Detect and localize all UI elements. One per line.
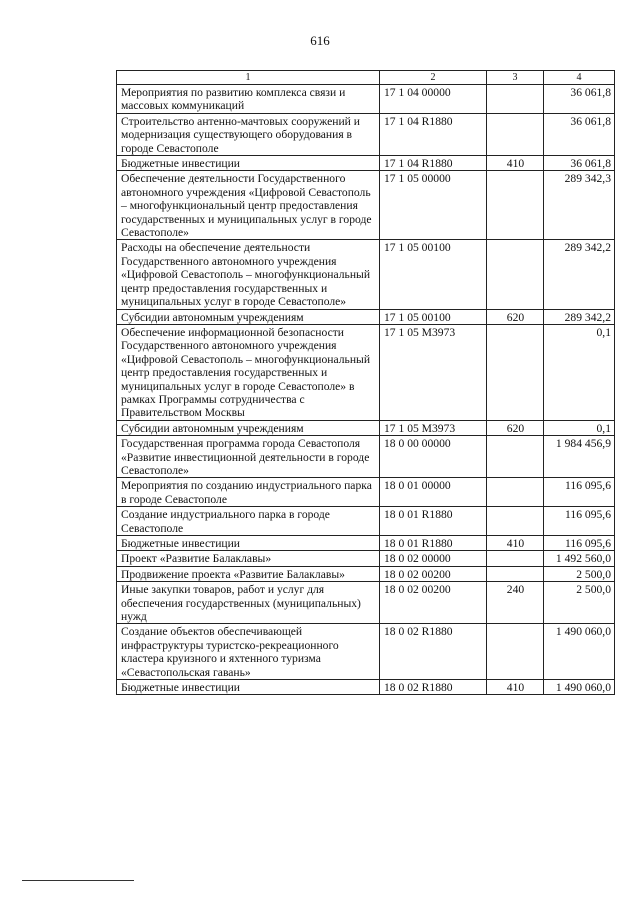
row-sum: 289 342,3 — [544, 171, 615, 240]
row-vr — [487, 171, 544, 240]
row-name: Бюджетные инвестиции — [117, 156, 380, 171]
row-sum: 0,1 — [544, 324, 615, 420]
row-code: 18 0 02 00200 — [380, 566, 487, 581]
row-vr — [487, 566, 544, 581]
row-vr — [487, 551, 544, 566]
row-code: 17 1 05 00100 — [380, 240, 487, 309]
header-col-2: 2 — [380, 71, 487, 85]
table-row — [117, 240, 615, 309]
header-col-4: 4 — [544, 71, 615, 85]
header-col-1: 1 — [117, 71, 380, 85]
row-sum: 116 095,6 — [544, 536, 615, 551]
table-header-row — [117, 71, 615, 85]
row-name: Субсидии автономным учреждениям — [117, 420, 380, 435]
row-vr — [487, 478, 544, 507]
row-code: 17 1 05 00000 — [380, 171, 487, 240]
row-vr — [487, 624, 544, 680]
row-name: Бюджетные инвестиции — [117, 680, 380, 695]
row-code: 18 0 02 R1880 — [380, 624, 487, 680]
row-vr — [487, 85, 544, 114]
row-code: 18 0 01 00000 — [380, 478, 487, 507]
row-sum: 36 061,8 — [544, 156, 615, 171]
row-vr: 410 — [487, 680, 544, 695]
page-number: 616 — [310, 33, 330, 48]
row-code: 18 0 01 R1880 — [380, 536, 487, 551]
header-col-3: 3 — [487, 71, 544, 85]
table-row — [117, 551, 615, 566]
row-code: 17 1 04 R1880 — [380, 156, 487, 171]
row-sum: 1 984 456,9 — [544, 436, 615, 478]
row-vr: 410 — [487, 536, 544, 551]
row-vr: 620 — [487, 420, 544, 435]
table-row — [117, 507, 615, 536]
row-sum: 289 342,2 — [544, 309, 615, 324]
row-name: Создание индустриального парка в городе Севастополе — [117, 507, 380, 536]
row-name: Продвижение проекта «Развитие Балаклавы» — [117, 566, 380, 581]
row-vr — [487, 113, 544, 155]
row-code: 18 0 02 00200 — [380, 582, 487, 624]
table-row — [117, 171, 615, 240]
row-sum: 2 500,0 — [544, 566, 615, 581]
table-row — [117, 624, 615, 680]
row-sum: 2 500,0 — [544, 582, 615, 624]
row-name: Бюджетные инвестиции — [117, 536, 380, 551]
table-row — [117, 309, 615, 324]
row-code: 17 1 05 00100 — [380, 309, 487, 324]
row-sum: 116 095,6 — [544, 507, 615, 536]
row-vr: 410 — [487, 156, 544, 171]
row-code: 17 1 04 00000 — [380, 85, 487, 114]
table-row — [117, 85, 615, 114]
footnote-divider — [22, 880, 134, 881]
row-code: 17 1 04 R1880 — [380, 113, 487, 155]
row-sum: 289 342,2 — [544, 240, 615, 309]
table-row — [117, 420, 615, 435]
row-sum: 1 490 060,0 — [544, 624, 615, 680]
row-vr: 240 — [487, 582, 544, 624]
row-vr — [487, 324, 544, 420]
row-sum: 1 490 060,0 — [544, 680, 615, 695]
table-row — [117, 536, 615, 551]
table-row — [117, 566, 615, 581]
row-name: Создание объектов обеспечивающей инфраструктуры туристско-рекреационного кластера круизного и яхтенного туризма «Севастопольская гавань» — [117, 624, 380, 680]
row-code: 17 1 05 M3973 — [380, 420, 487, 435]
row-code: 17 1 05 M3973 — [380, 324, 487, 420]
row-vr — [487, 240, 544, 309]
row-vr: 620 — [487, 309, 544, 324]
table-row — [117, 324, 615, 420]
row-code: 18 0 00 00000 — [380, 436, 487, 478]
row-name: Иные закупки товаров, работ и услуг для обеспечения государственных (муниципальных) нужд — [117, 582, 380, 624]
row-code: 18 0 01 R1880 — [380, 507, 487, 536]
row-name: Субсидии автономным учреждениям — [117, 309, 380, 324]
row-name: Государственная программа города Севастополя «Развитие инвестиционной деятельности в городе Севастополе» — [117, 436, 380, 478]
row-name: Мероприятия по созданию индустриального парка в городе Севастополе — [117, 478, 380, 507]
row-code: 18 0 02 R1880 — [380, 680, 487, 695]
row-name: Мероприятия по развитию комплекса связи и массовых коммуникаций — [117, 85, 380, 114]
row-vr — [487, 436, 544, 478]
row-sum: 36 061,8 — [544, 85, 615, 114]
row-sum: 0,1 — [544, 420, 615, 435]
table-row — [117, 478, 615, 507]
table-row — [117, 113, 615, 155]
row-sum: 1 492 560,0 — [544, 551, 615, 566]
table-row — [117, 156, 615, 171]
row-code: 18 0 02 00000 — [380, 551, 487, 566]
row-name: Проект «Развитие Балаклавы» — [117, 551, 380, 566]
row-name: Строительство антенно-мачтовых сооружений и модернизация существующего оборудования в городе Севастополе — [117, 113, 380, 155]
row-sum: 36 061,8 — [544, 113, 615, 155]
row-name: Обеспечение деятельности Государственного автономного учреждения «Цифровой Севастополь – многофункциональный центр предоставления государственных и муниципальных услуг в городе Севастополе» — [117, 171, 380, 240]
table-row — [117, 582, 615, 624]
row-vr — [487, 507, 544, 536]
row-name: Обеспечение информационной безопасности Государственного автономного учреждения «Цифровой Севастополь – многофункциональный центр предоставления государственных и муниципальных услуг в городе Севастополе» в рамках Программы сотрудничества с Правительством Москвы — [117, 324, 380, 420]
row-sum: 116 095,6 — [544, 478, 615, 507]
table-row — [117, 680, 615, 695]
row-name: Расходы на обеспечение деятельности Государственного автономного учреждения «Цифровой Севастополь – многофункциональный центр предоставления государственных и муниципальных услуг в городе Севастополе» — [117, 240, 380, 309]
table-row — [117, 436, 615, 478]
table-body — [117, 85, 615, 695]
budget-table — [116, 70, 615, 695]
